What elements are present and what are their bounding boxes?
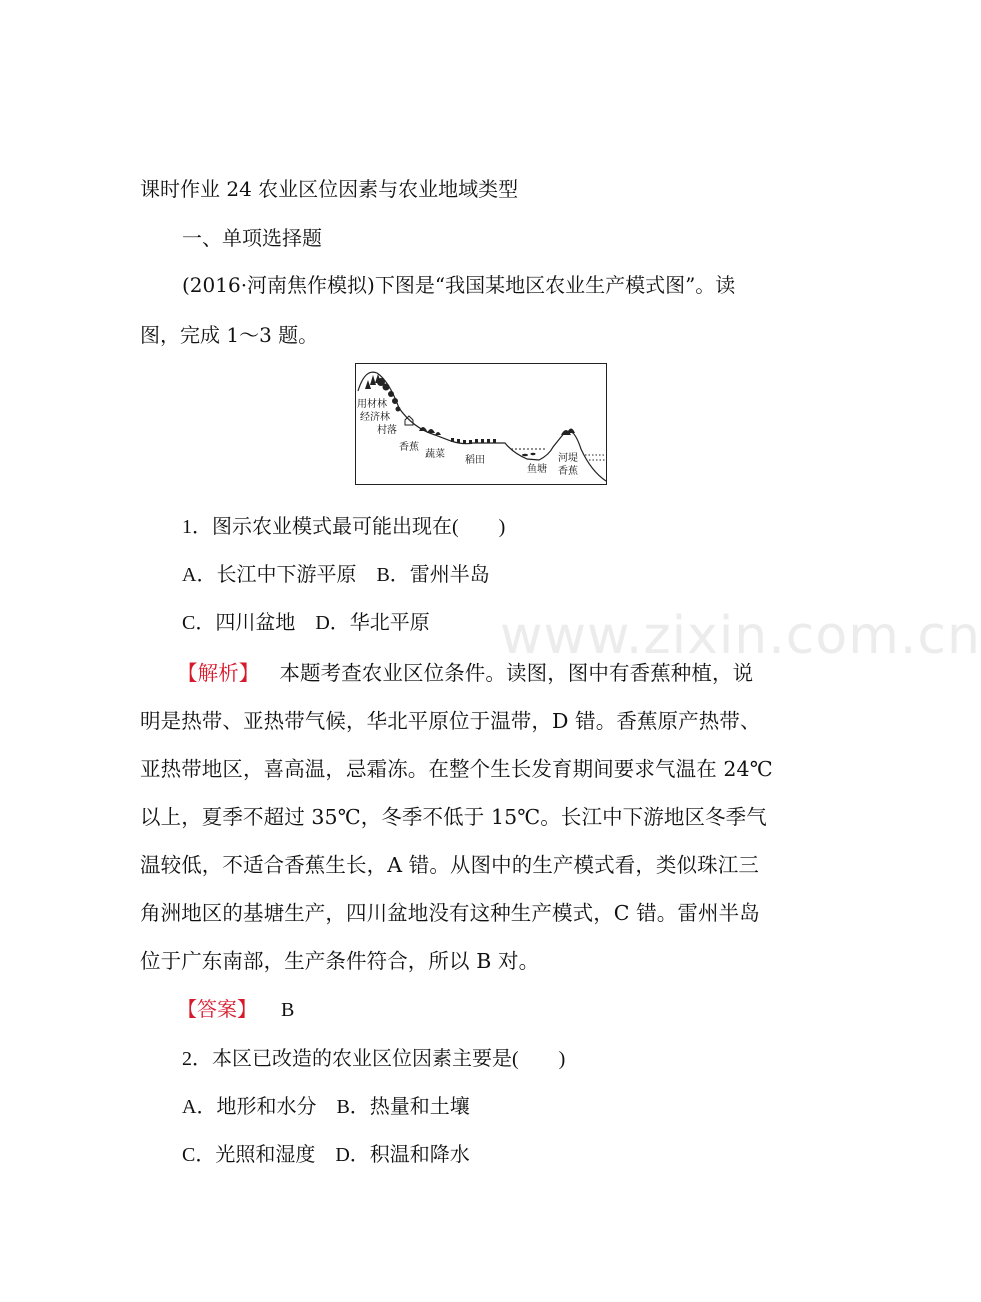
option-d: D．华北平原 [315, 612, 430, 634]
label-levee: 河堤 [558, 453, 578, 464]
option-d: D．积温和降水 [335, 1144, 470, 1166]
analysis-line-5: 温较低，不适合香蕉生长，A 错。从图中的生产模式看，类似珠江三 [140, 853, 759, 877]
watermark: www.zixin.com.cn [500, 606, 981, 666]
doc-title: 课时作业 24 农业区位因素与农业地域类型 [140, 177, 519, 201]
label-fish-pond: 鱼塘 [527, 464, 547, 475]
option-c: C．光照和湿度 [182, 1144, 316, 1166]
analysis-line-6: 角洲地区的基塘生产，四川盆地没有这种生产模式，C 错。雷州半岛 [140, 901, 760, 925]
analysis-line-7: 位于广东南部，生产条件符合，所以 B 对。 [140, 949, 540, 973]
question-1-options-row-2 [182, 606, 430, 635]
label-rice-paddy: 稻田 [465, 455, 485, 466]
option-a: A．长江中下游平原 [182, 564, 357, 586]
analysis-tag: 【解析】 [177, 661, 260, 685]
analysis-line-3: 亚热带地区，喜高温，忌霜冻。在整个生长发育期间要求气温在 24℃ [140, 757, 773, 781]
label-timber-forest: 用材林 [357, 399, 387, 410]
question-2-options-row-1 [182, 1090, 470, 1119]
agriculture-mode-figure [355, 363, 607, 485]
answer-value: B [281, 999, 295, 1021]
label-banana-levee: 香蕉 [558, 466, 578, 477]
question-1-stem: 1．图示农业模式最可能出现在( ) [182, 516, 506, 538]
answer-line [177, 993, 294, 1022]
intro-line-2: 图，完成 1～3 题。 [140, 323, 319, 347]
intro-line-1: (2016·河南焦作模拟)下图是“我国某地区农业生产模式图”。读 [182, 273, 736, 297]
question-2-stem: 2．本区已改造的农业区位因素主要是( ) [182, 1048, 566, 1070]
section-heading: 一、单项选择题 [182, 226, 322, 250]
analysis-line-2: 明是热带、亚热带气候，华北平原位于温带，D 错。香蕉原产热带、 [140, 709, 761, 733]
analysis-line-4: 以上，夏季不超过 35℃，冬季不低于 15℃。长江中下游地区冬季气 [140, 805, 767, 829]
option-a: A．地形和水分 [182, 1096, 317, 1118]
question-2-options-row-2 [182, 1138, 470, 1167]
question-1-options-row-1 [182, 558, 490, 587]
option-b: B．雷州半岛 [376, 564, 490, 586]
label-banana: 香蕉 [399, 442, 419, 453]
label-economic-forest: 经济林 [360, 412, 390, 423]
option-b: B．热量和土壤 [336, 1096, 470, 1118]
option-c: C．四川盆地 [182, 612, 296, 634]
label-village: 村落 [377, 425, 397, 436]
analysis-line-1: 【解析】 本题考查农业区位条件。读图，图中有香蕉种植，说 [177, 661, 754, 685]
label-vegetables: 蔬菜 [425, 449, 445, 460]
answer-tag: 【答案】 [177, 997, 257, 1021]
